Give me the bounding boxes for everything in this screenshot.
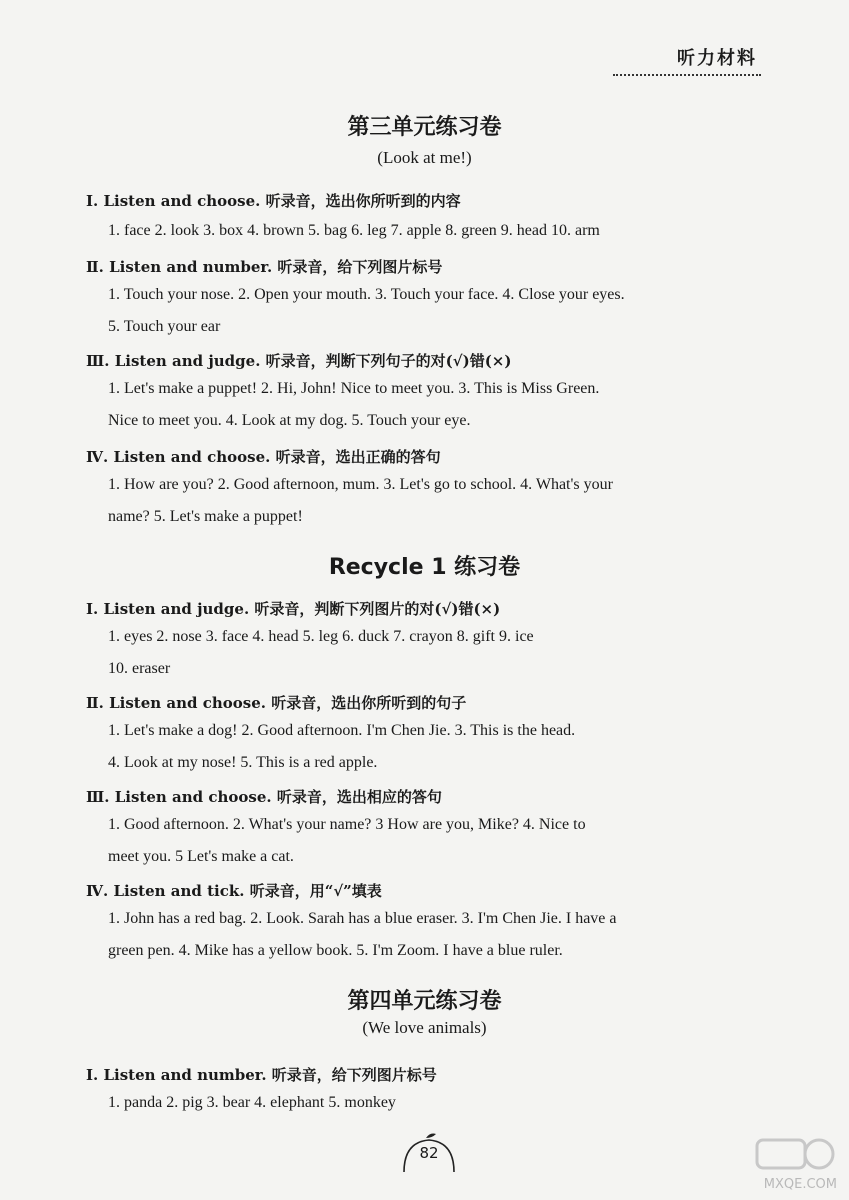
recycle1-s1-line1: 1. eyes 2. nose 3. face 4. head 5. leg 6. duck 7. crayon 8. gift 9. ice bbox=[108, 628, 534, 645]
unit4-subtitle: (We love animals) bbox=[362, 1018, 487, 1037]
recycle1-s4-heading: Ⅳ. Listen and tick. 听录音，用“√”填表 bbox=[86, 882, 382, 900]
unit4-s1-heading: Ⅰ. Listen and number. 听录音，给下列图片标号 bbox=[86, 1066, 437, 1084]
recycle1-s2-heading: Ⅱ. Listen and choose. 听录音，选出你所听到的句子 bbox=[86, 694, 467, 712]
unit4-title: 第四单元练习卷 bbox=[347, 989, 502, 1014]
unit3-s2-heading: Ⅱ. Listen and number. 听录音，给下列图片标号 bbox=[86, 258, 443, 276]
watermark-text: MXQE.COM bbox=[763, 1177, 837, 1192]
watermark-logo-icon bbox=[755, 1136, 835, 1172]
header-tag: 听力材料 bbox=[677, 48, 757, 69]
unit3-s1-heading: Ⅰ. Listen and choose. 听录音，选出你所听到的内容 bbox=[86, 192, 461, 210]
recycle1-s4-line1: 1. John has a red bag. 2. Look. Sarah has a blue eraser. 3. I'm Chen Jie. I have a bbox=[108, 910, 617, 927]
unit3-s4-line2: name? 5. Let's make a puppet! bbox=[108, 508, 303, 525]
recycle1-s2-line1: 1. Let's make a dog! 2. Good afternoon. I'm Chen Jie. 3. This is the head. bbox=[108, 722, 576, 739]
recycle1-s2-line2: 4. Look at my nose! 5. This is a red apple. bbox=[108, 754, 378, 771]
unit3-s2-line1: 1. Touch your nose. 2. Open your mouth. 3. Touch your face. 4. Close your eyes. bbox=[108, 286, 625, 303]
recycle1-s1-line2: 10. eraser bbox=[108, 660, 171, 677]
unit3-s3-line2: Nice to meet you. 4. Look at my dog. 5. Touch your eye. bbox=[108, 412, 471, 429]
unit3-title: 第三单元练习卷 bbox=[347, 115, 502, 140]
recycle1-s3-line2: meet you. 5 Let's make a cat. bbox=[108, 848, 294, 865]
unit3-s4-line1: 1. How are you? 2. Good afternoon, mum. 3. Let's go to school. 4. What's your bbox=[108, 476, 613, 493]
unit3-s3-heading: Ⅲ. Listen and judge. 听录音，判断下列句子的对(√)错(×) bbox=[86, 352, 512, 370]
recycle1-s3-line1: 1. Good afternoon. 2. What's your name? 3 How are you, Mike? 4. Nice to bbox=[108, 816, 586, 833]
unit3-s2-line2: 5. Touch your ear bbox=[108, 318, 221, 335]
page-number: 82 bbox=[419, 1144, 439, 1162]
unit3-s3-line1: 1. Let's make a puppet! 2. Hi, John! Nice to meet you. 3. This is Miss Green. bbox=[108, 380, 600, 397]
unit3-s1-line1: 1. face 2. look 3. box 4. brown 5. bag 6. leg 7. apple 8. green 9. head 10. arm bbox=[108, 222, 600, 239]
recycle1-s1-heading: Ⅰ. Listen and judge. 听录音，判断下列图片的对(√)错(×) bbox=[86, 600, 501, 618]
recycle1-title: Recycle 1 练习卷 bbox=[328, 555, 521, 580]
unit4-s1-line1: 1. panda 2. pig 3. bear 4. elephant 5. monkey bbox=[108, 1094, 396, 1111]
recycle1-s4-line2: green pen. 4. Mike has a yellow book. 5. I'm Zoom. I have a blue ruler. bbox=[108, 942, 563, 959]
page-number-badge bbox=[398, 1132, 460, 1182]
header-rule bbox=[613, 74, 761, 76]
unit3-subtitle: (Look at me!) bbox=[377, 148, 472, 167]
unit3-s4-heading: Ⅳ. Listen and choose. 听录音，选出正确的答句 bbox=[86, 448, 441, 466]
recycle1-s3-heading: Ⅲ. Listen and choose. 听录音，选出相应的答句 bbox=[86, 788, 442, 806]
